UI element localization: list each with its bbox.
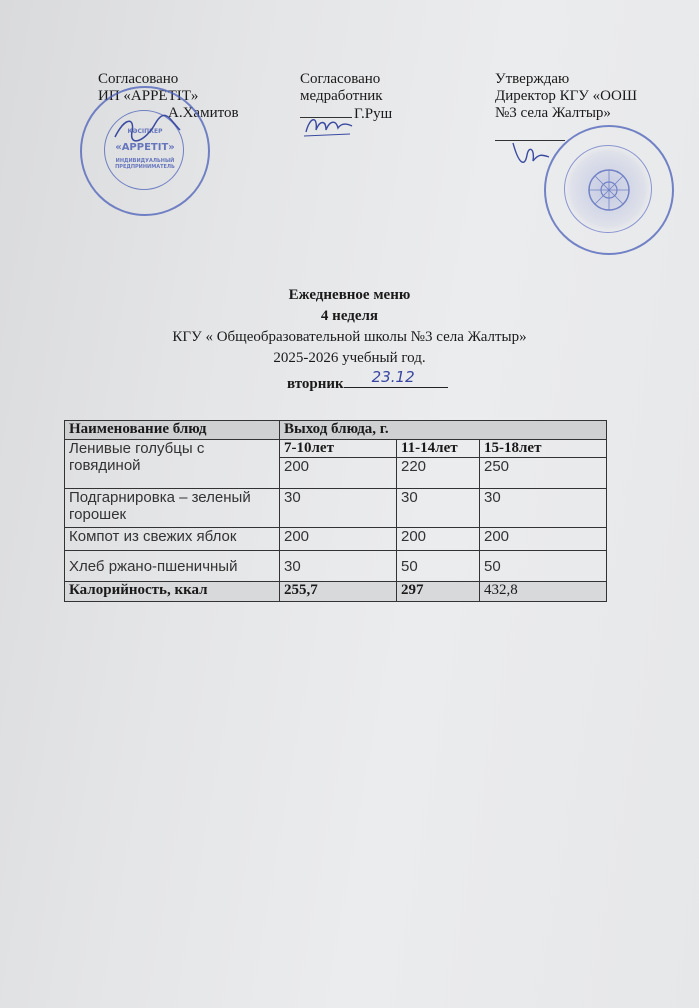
menu-date: 23.12 (371, 368, 415, 386)
table-cell: 200 (280, 528, 397, 551)
approval-right-title: Утверждаю (495, 71, 570, 87)
table-cell: 220 (397, 458, 480, 489)
table-cell: 30 (280, 489, 397, 528)
table-row (65, 440, 607, 458)
age-group: 7-10лет (280, 440, 397, 458)
dish-name: Хлеб ржано-пшеничный (65, 551, 280, 582)
signature-left (110, 112, 190, 146)
menu-day (287, 368, 448, 393)
school-seal (544, 125, 674, 255)
table-cell: 30 (480, 489, 607, 528)
dish-name: Компот из свежих яблок (65, 528, 280, 551)
stamp-left-bottom-text: ИНДИВИДУАЛЬНЫЙ ПРЕДПРИНИМАТЕЛЬ (115, 158, 175, 170)
approval-left-title: Согласовано (98, 71, 179, 87)
total-row (65, 582, 607, 602)
table-cell: 30 (397, 489, 480, 528)
table-cell: 50 (397, 551, 480, 582)
signature-middle (300, 112, 356, 142)
age-group: 11-14лет (397, 440, 480, 458)
school-year: 2025-2026 учебный год. (273, 350, 426, 366)
approval-left-org: ИП «APPETIT» (98, 88, 199, 104)
approval-left-signer: А.Хамитов (168, 105, 239, 121)
total-label: Калорийность, ккал (65, 582, 280, 602)
table-cell: 30 (280, 551, 397, 582)
approval-middle-role: медработник (300, 88, 383, 104)
school-name: КГУ « Общеобразовательной школы №3 села Жалтыр» (172, 329, 527, 345)
stamp-left-main-text: «APPETIT» (115, 142, 175, 153)
menu-table (64, 420, 607, 602)
total-cell: 297 (397, 582, 480, 602)
day-label: вторник (287, 376, 344, 392)
table-cell: 200 (280, 458, 397, 489)
header-dish: Наименование блюд (65, 421, 280, 440)
stamp-left-top-text: КӘСІПКЕР (127, 128, 163, 135)
table-header-row (65, 421, 607, 440)
age-group: 15-18лет (480, 440, 607, 458)
approval-right-school: №3 села Жалтыр» (495, 105, 611, 121)
menu-title: Ежедневное меню (288, 287, 411, 303)
table-row (65, 489, 607, 528)
table-cell: 250 (480, 458, 607, 489)
header-output: Выход блюда, г. (280, 421, 607, 440)
emblem-icon (584, 165, 634, 215)
table-cell: 50 (480, 551, 607, 582)
table-row (65, 528, 607, 551)
table-cell: 200 (480, 528, 607, 551)
entrepreneur-stamp (80, 86, 210, 216)
table-row (65, 551, 607, 582)
dish-name: Подгарнировка – зеленый горошек (65, 489, 280, 528)
dish-name: Ленивые голубцы с говядиной (65, 440, 280, 489)
approval-middle-title: Согласовано (300, 71, 381, 87)
approval-right-role: Директор КГУ «ООШ (495, 88, 637, 104)
menu-title-block (0, 285, 699, 369)
total-cell: 255,7 (280, 582, 397, 602)
menu-week: 4 неделя (320, 308, 379, 324)
table-cell: 200 (397, 528, 480, 551)
total-cell: 432,8 (480, 582, 607, 602)
approval-middle-signer: Г.Руш (300, 105, 392, 122)
